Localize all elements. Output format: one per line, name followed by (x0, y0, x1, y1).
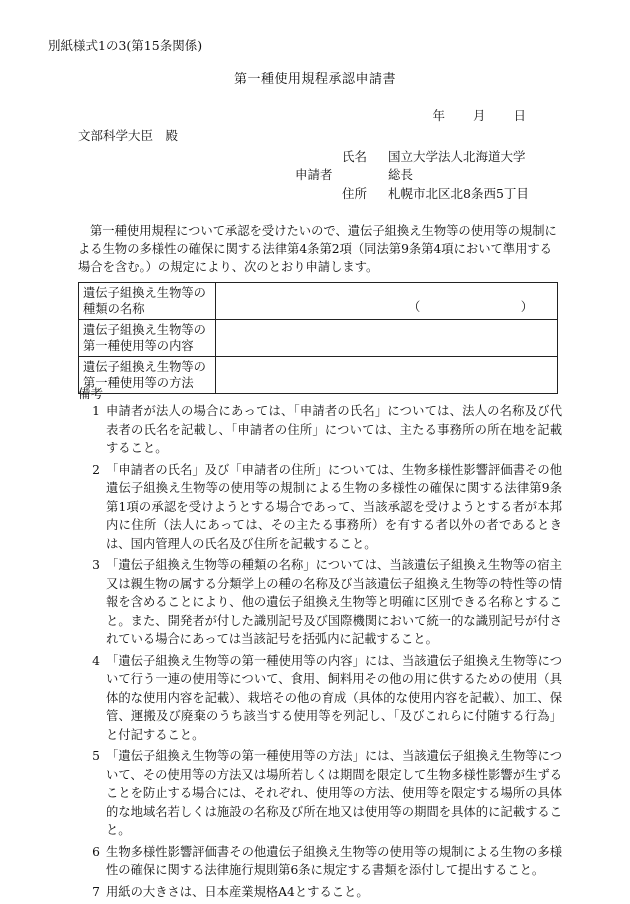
list-item (78, 747, 562, 840)
note-number: 2 (92, 462, 100, 477)
note-text: 「遺伝子組換え生物等の種類の名称」については、当該遺伝子組換え生物等の宿主又は親生物の属する分類学上の種の名称及び当該遺伝子組換え生物等の特性等の情報を含めることにより、他の遺伝子組換え生物等と明確に区別できる名称とすること。また、開発者が付した識別記号及び国際機関において統一的な識別記号が付されている場合にあっては当該記号を括弧内に記載すること。 (106, 558, 562, 646)
open-paren: （ (408, 300, 421, 314)
note-text: 生物多様性影響評価書その他遺伝子組換え生物等の使用等の規制による生物の多様性の確保に関する法律施行規則第6条に規定する書類を添付して提出すること。 (106, 844, 562, 877)
note-number: 3 (92, 558, 100, 572)
list-item (78, 556, 562, 649)
note-text: 申請者が法人の場合にあっては、「申請者の氏名」については、法人の名称及び代表者の氏名を記載し、「申請者の住所」については、主たる事務所の所在地を記載すること。 (106, 404, 562, 455)
note-number: 1 (92, 404, 100, 418)
notes-title: 備考 (78, 386, 104, 401)
row-label-species-name: 遺伝子組換え生物等の種類の名称 (79, 283, 216, 320)
close-paren: ） (520, 300, 533, 314)
note-text: 「遺伝子組換え生物等の第一種使用等の方法」には、当該遺伝子組換え生物等について、その使用等の方法又は場所若しくは期間を限定して生物多様性影響が生ずることを防止する場合には、それぞれ、使用等の方法、使用等を限定する場所の具体的な地域名若しくは施設の名称及び所在地又は使用等の期間を具体的に記載すること。 (106, 749, 562, 837)
table-row (79, 320, 558, 357)
note-number: 7 (92, 884, 100, 899)
field-species-name[interactable] (216, 283, 558, 320)
list-item (78, 843, 562, 880)
note-number: 6 (92, 844, 100, 859)
table-row (79, 283, 558, 320)
row-label-use-content: 遺伝子組換え生物等の第一種使用等の内容 (79, 320, 216, 357)
date-day: 日 (513, 108, 526, 123)
date-line (432, 106, 526, 124)
date-year: 年 (432, 108, 445, 123)
applicant-title-value: 総長 (388, 167, 414, 182)
note-number: 5 (92, 749, 100, 763)
date-month: 月 (472, 108, 486, 123)
notes-list (78, 402, 562, 904)
list-item (78, 402, 562, 458)
applicant-address-value: 札幌市北区北8条西5丁目 (388, 186, 529, 201)
intro-paragraph: 第一種使用規程について承認を受けたいので、遺伝子組換え生物等の使用等の規制による生物の多様性の確保に関する法律第4条第2項（同法第9条第4項において準用する場合を含む。）の規定により、次のとおり申請します。 (78, 224, 557, 274)
list-item (78, 652, 562, 745)
table-row (79, 357, 558, 394)
note-text: 「遺伝子組換え生物等の第一種使用等の内容」には、当該遺伝子組換え生物等について行う一連の使用等について、食用、飼料用その他の用に供するための使用（具体的な使用内容を記載）、栽培その他の育成（具体的な使用内容を記載）、加工、保管、運搬及び廃棄のうち該当する使用等を列記し、「及びこれらに付随する行為」と付記すること。 (106, 653, 562, 742)
application-table (78, 282, 558, 394)
applicant-section-label: 申請者 (295, 167, 333, 182)
applicant-name-label: 氏名 (342, 149, 368, 164)
form-number: 別紙様式1の3(第15条関係) (48, 38, 203, 53)
list-item (78, 883, 562, 902)
row-label-use-method: 遺伝子組換え生物等の第一種使用等の方法 (79, 357, 216, 394)
note-text: 「申請者の氏名」及び「申請者の住所」については、生物多様性影響評価書その他遺伝子組換え生物等の使用等の規制による生物の多様性の確保に関する法律第9条第1項の承認を受けようとする場合であって、当該承認を受けようとする者が本邦内に住所（法人にあっては、その主たる事務所）を有する者以外の者であるときは、国内管理人の氏名及び住所を記載すること。 (106, 462, 562, 551)
applicant-name-value: 国立大学法人北海道大学 (388, 149, 526, 164)
list-item (78, 461, 562, 554)
field-use-content[interactable] (216, 320, 558, 357)
addressee: 文部科学大臣 殿 (78, 128, 179, 143)
applicant-address-label: 住所 (342, 186, 368, 201)
document-title: 第一種使用規程承認申請書 (233, 72, 396, 87)
note-text: 用紙の大きさは、日本産業規格A4とすること。 (106, 884, 369, 899)
note-number: 4 (92, 653, 100, 668)
field-use-method[interactable] (216, 357, 558, 394)
